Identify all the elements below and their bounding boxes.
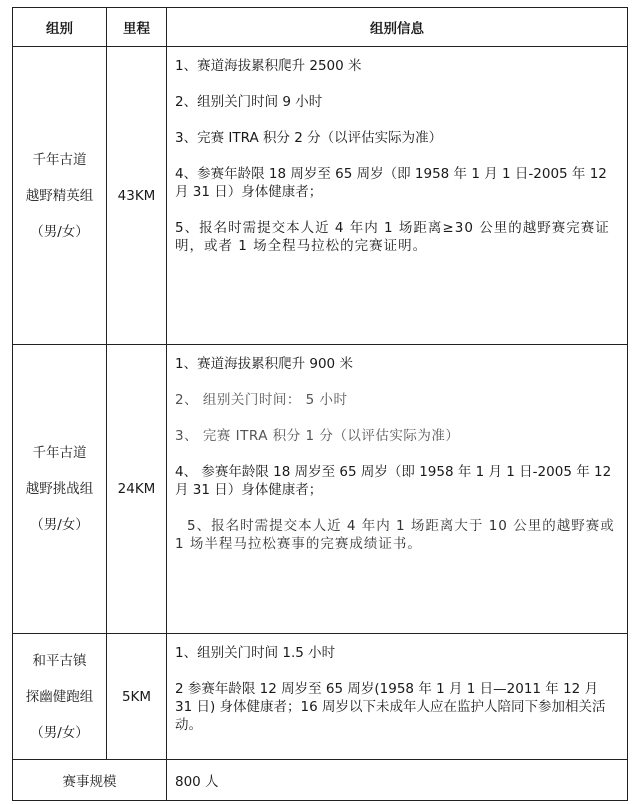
event-scale-value: 800 人 bbox=[167, 760, 628, 801]
header-row bbox=[13, 8, 628, 47]
info-item: 5、报名时需提交本人近 4 年内 1 场距离大于 10 公里的越野赛或 1 场半程马拉松赛事的完赛成绩证书。 bbox=[175, 518, 615, 552]
info-item: 2 参赛年龄限 12 周岁至 65 周岁(1958 年 1 月 1 日—2011 年 12 月 31 日) 身体健康者；16 周岁以下未成年人应在监护人陪同下参加相关活动。 bbox=[175, 681, 606, 733]
distance-cell: 5KM bbox=[107, 634, 167, 760]
info-item: 1、赛道海拔累积爬升 900 米 bbox=[175, 356, 353, 372]
event-scale-label: 赛事规模 bbox=[13, 760, 167, 801]
header-group: 组别 bbox=[13, 8, 107, 47]
group-gender: （男/女） bbox=[30, 517, 89, 533]
header-distance: 里程 bbox=[107, 8, 167, 47]
group-name-line1: 千年古道 bbox=[32, 151, 87, 168]
group-cell bbox=[13, 47, 107, 345]
header-info: 组别信息 bbox=[167, 8, 628, 47]
table-row bbox=[13, 634, 628, 760]
event-groups-table bbox=[12, 7, 628, 801]
info-item: 3、 完赛 ITRA 积分 1 分（以评估实际为准） bbox=[175, 428, 460, 444]
table-row bbox=[13, 47, 628, 345]
info-item: 2、组别关门时间 9 小时 bbox=[175, 94, 323, 110]
group-name-line2: 越野挑战组 bbox=[25, 481, 94, 497]
info-item: 5、报名时需提交本人近 4 年内 1 场距离≥30 公里的越野赛完赛证明，或者 1 场全程马拉松的完赛证明。 bbox=[175, 220, 610, 254]
info-item: 3、完赛 ITRA 积分 2 分（以评估实际为准） bbox=[175, 130, 443, 146]
info-item: 1、组别关门时间 1.5 小时 bbox=[175, 645, 336, 661]
group-cell bbox=[13, 634, 107, 760]
info-cell bbox=[167, 47, 628, 345]
info-item: 1、赛道海拔累积爬升 2500 米 bbox=[175, 58, 362, 74]
info-cell bbox=[167, 634, 628, 760]
info-item: 4、参赛年龄限 18 周岁至 65 周岁（即 1958 年 1 月 1 日-2005 年 12 月 31 日）身体健康者； bbox=[175, 166, 607, 200]
group-gender: （男/女） bbox=[30, 223, 89, 240]
distance-cell: 43KM bbox=[107, 47, 167, 345]
info-item: 2、 组别关门时间： 5 小时 bbox=[175, 392, 348, 408]
group-name-line1: 和平古镇 bbox=[32, 652, 87, 669]
distance-cell: 24KM bbox=[107, 345, 167, 634]
group-name-line2: 探幽健跑组 bbox=[25, 688, 94, 705]
group-gender: （男/女） bbox=[30, 724, 89, 741]
info-cell bbox=[167, 345, 628, 634]
group-name-line2: 越野精英组 bbox=[25, 187, 94, 204]
group-cell bbox=[13, 345, 107, 634]
group-name-line1: 千年古道 bbox=[32, 445, 87, 461]
table-row bbox=[13, 760, 628, 801]
table-row bbox=[13, 345, 628, 634]
info-item: 4、 参赛年龄限 18 周岁至 65 周岁（即 1958 年 1 月 1 日-2005 年 12 月 31 日）身体健康者； bbox=[175, 464, 612, 498]
